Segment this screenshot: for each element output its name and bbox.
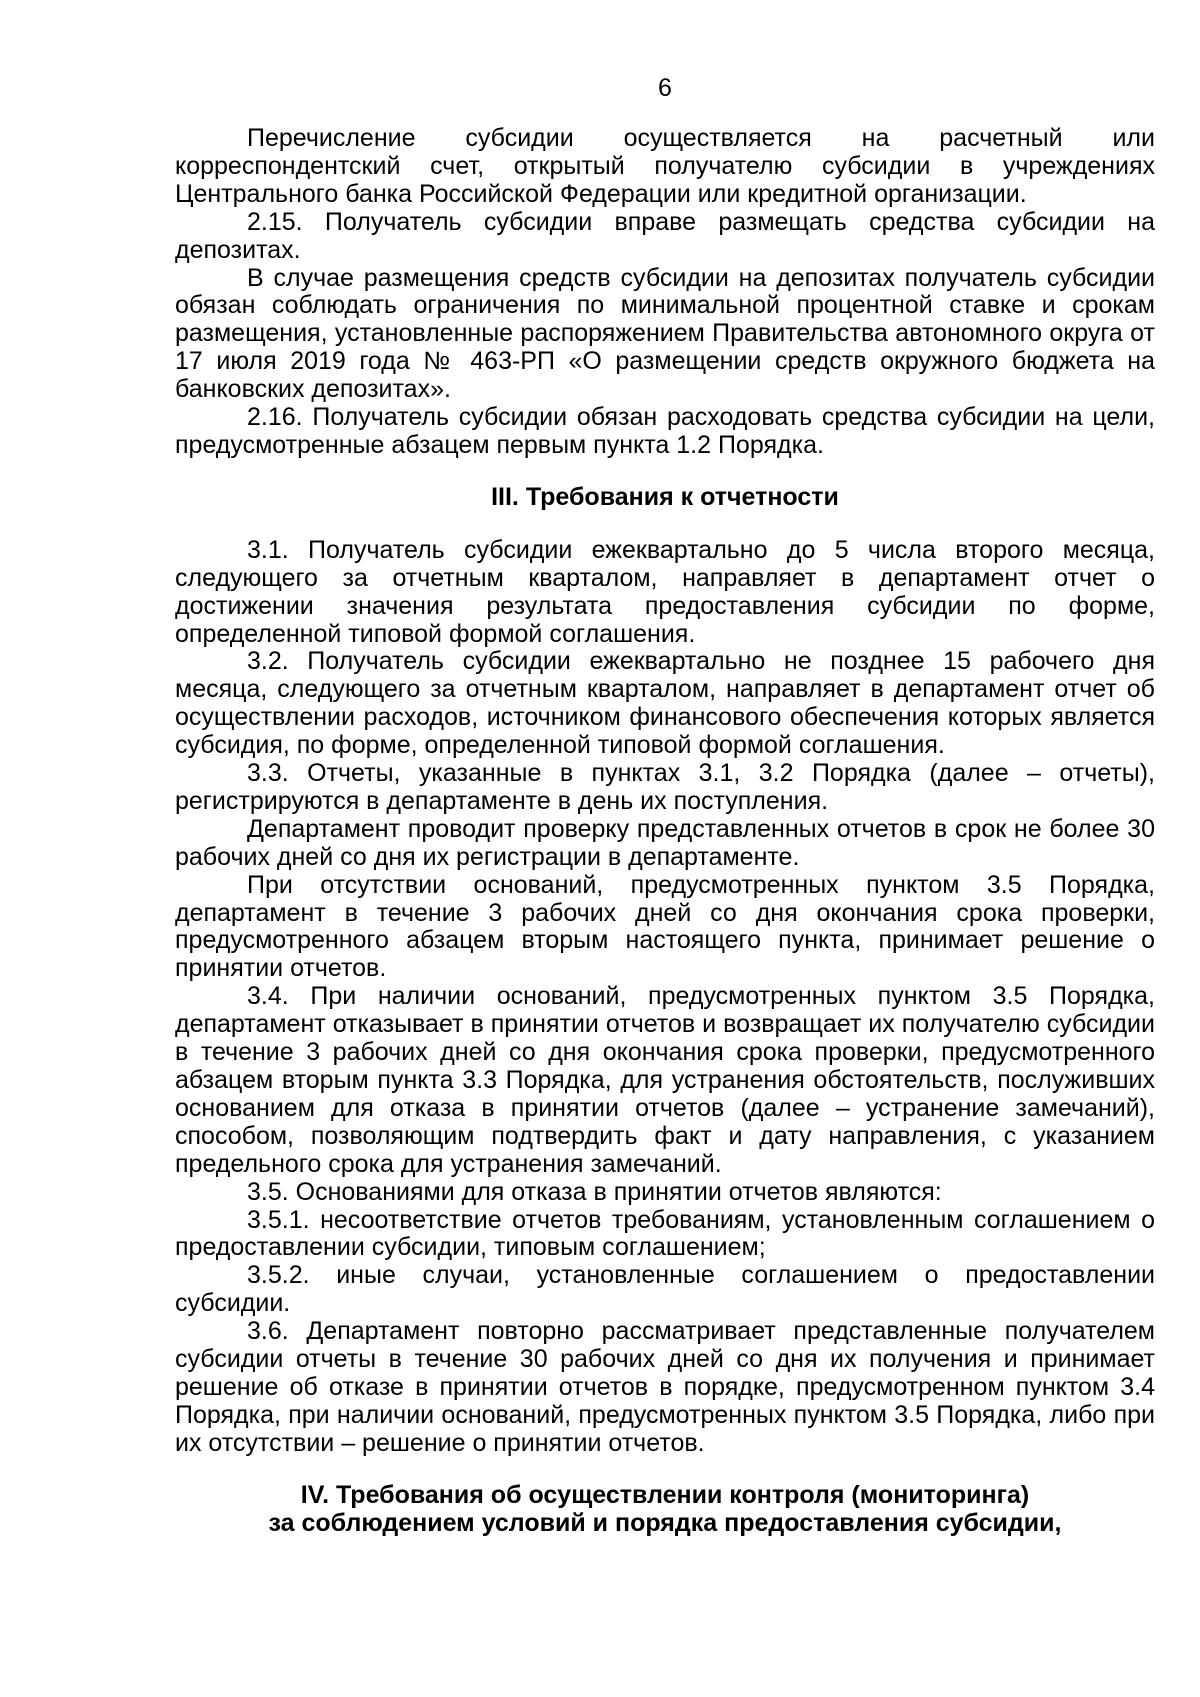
paragraph-3-5: 3.5. Основаниями для отказа в принятии отчетов являются: xyxy=(247,1177,942,1206)
section-4-heading xyxy=(175,1482,1155,1538)
paragraph-3-3: 3.3. Отчеты, указанные в пунктах 3.1, 3.2 Порядка (далее – отчеты), регистрируются в департаменте в день их поступления. xyxy=(175,759,1155,815)
section-3-heading: III. Требования к отчетности xyxy=(491,482,839,511)
section-4-heading-line-1: IV. Требования об осуществлении контроля (мониторинга) xyxy=(300,1480,1030,1509)
paragraph-3-2: 3.2. Получатель субсидии ежеквартально не позднее 15 рабочего дня месяца, следующего за отчетным кварталом, направляет в департамент отчет об осуществлении расходов, источником финансового обеспечения которых является субсидия, по форме, определенной типовой формой соглашения. xyxy=(175,647,1155,760)
page-number: 6 xyxy=(658,74,672,102)
paragraph-3-3-review: Департамент проводит проверку представленных отчетов в срок не более 30 рабочих дней со дня их регистрации в департаменте. xyxy=(175,814,1155,871)
paragraph-3-5-2: 3.5.2. иные случаи, установленные соглашением о предоставлении субсидии. xyxy=(175,1261,1155,1318)
document-body xyxy=(175,125,1155,1538)
paragraph-2-15: 2.15. Получатель субсидии вправе размещать средства субсидии на депозитах. xyxy=(175,207,1155,264)
paragraph-3-1: 3.1. Получатель субсидии ежеквартально до 5 числа второго месяца, следующего за отчетным кварталом, направляет в департамент отчет о достижении значения результата предоставления субсидии по форме, определенной типовой формой соглашения. xyxy=(175,535,1155,648)
paragraph-3-4: 3.4. При наличии оснований, предусмотренных пунктом 3.5 Порядка, департамент отказывает в принятии отчетов и возвращает их получателю субсидии в течение 3 рабочих дней со дня окончания срока проверки, предусмотренного абзацем вторым пункта 3.3 Порядка, для устранения обстоятельств, послуживших основанием для отказа в принятии отчетов (далее – устранение замечаний), способом, позволяющим подтвердить факт и дату направления, с указанием предельного срока для устранения замечаний. xyxy=(175,982,1155,1178)
paragraph-3-6: 3.6. Департамент повторно рассматривает представленные получателем субсидии отчеты в течение 30 рабочих дней со дня их получения и принимает решение об отказе в принятии отчетов в порядке, предусмотренном пунктом 3.4 Порядка, при наличии оснований, предусмотренных пунктом 3.5 Порядка, либо при их отсутствии – решение о принятии отчетов. xyxy=(175,1317,1155,1457)
paragraph-3-5-1: 3.5.1. несоответствие отчетов требованиям, установленным соглашением о предоставлении субсидии, типовым соглашением; xyxy=(175,1205,1155,1262)
paragraph-deposit-restrictions: В случае размещения средств субсидии на депозитах получатель субсидии обязан соблюдать ограничения по минимальной процентной ставке и срокам размещения, установленные распоряжением Правительства автономного округа от 17 июля 2019 года № 463-РП «О размещении средств окружного бюджета на банковских депозитах». xyxy=(175,263,1155,404)
paragraph-3-3-acceptance: При отсутствии оснований, предусмотренных пунктом 3.5 Порядка, департамент в течение 3 рабочих дней со дня окончания срока проверки, предусмотренного абзацем вторым настоящего пункта, принимает решение о принятии отчетов. xyxy=(175,870,1155,983)
paragraph-transfer-account: Перечисление субсидии осуществляется на расчетный или корреспондентский счет, открытый получателю субсидии в учреждениях Центрального банка Российской Федерации или кредитной организации. xyxy=(175,124,1155,208)
paragraph-2-16: 2.16. Получатель субсидии обязан расходовать средства субсидии на цели, предусмотренные абзацем первым пункта 1.2 Порядка. xyxy=(175,403,1155,459)
section-4-heading-line-2: за соблюдением условий и порядка предоставления субсидии, xyxy=(268,1508,1062,1537)
